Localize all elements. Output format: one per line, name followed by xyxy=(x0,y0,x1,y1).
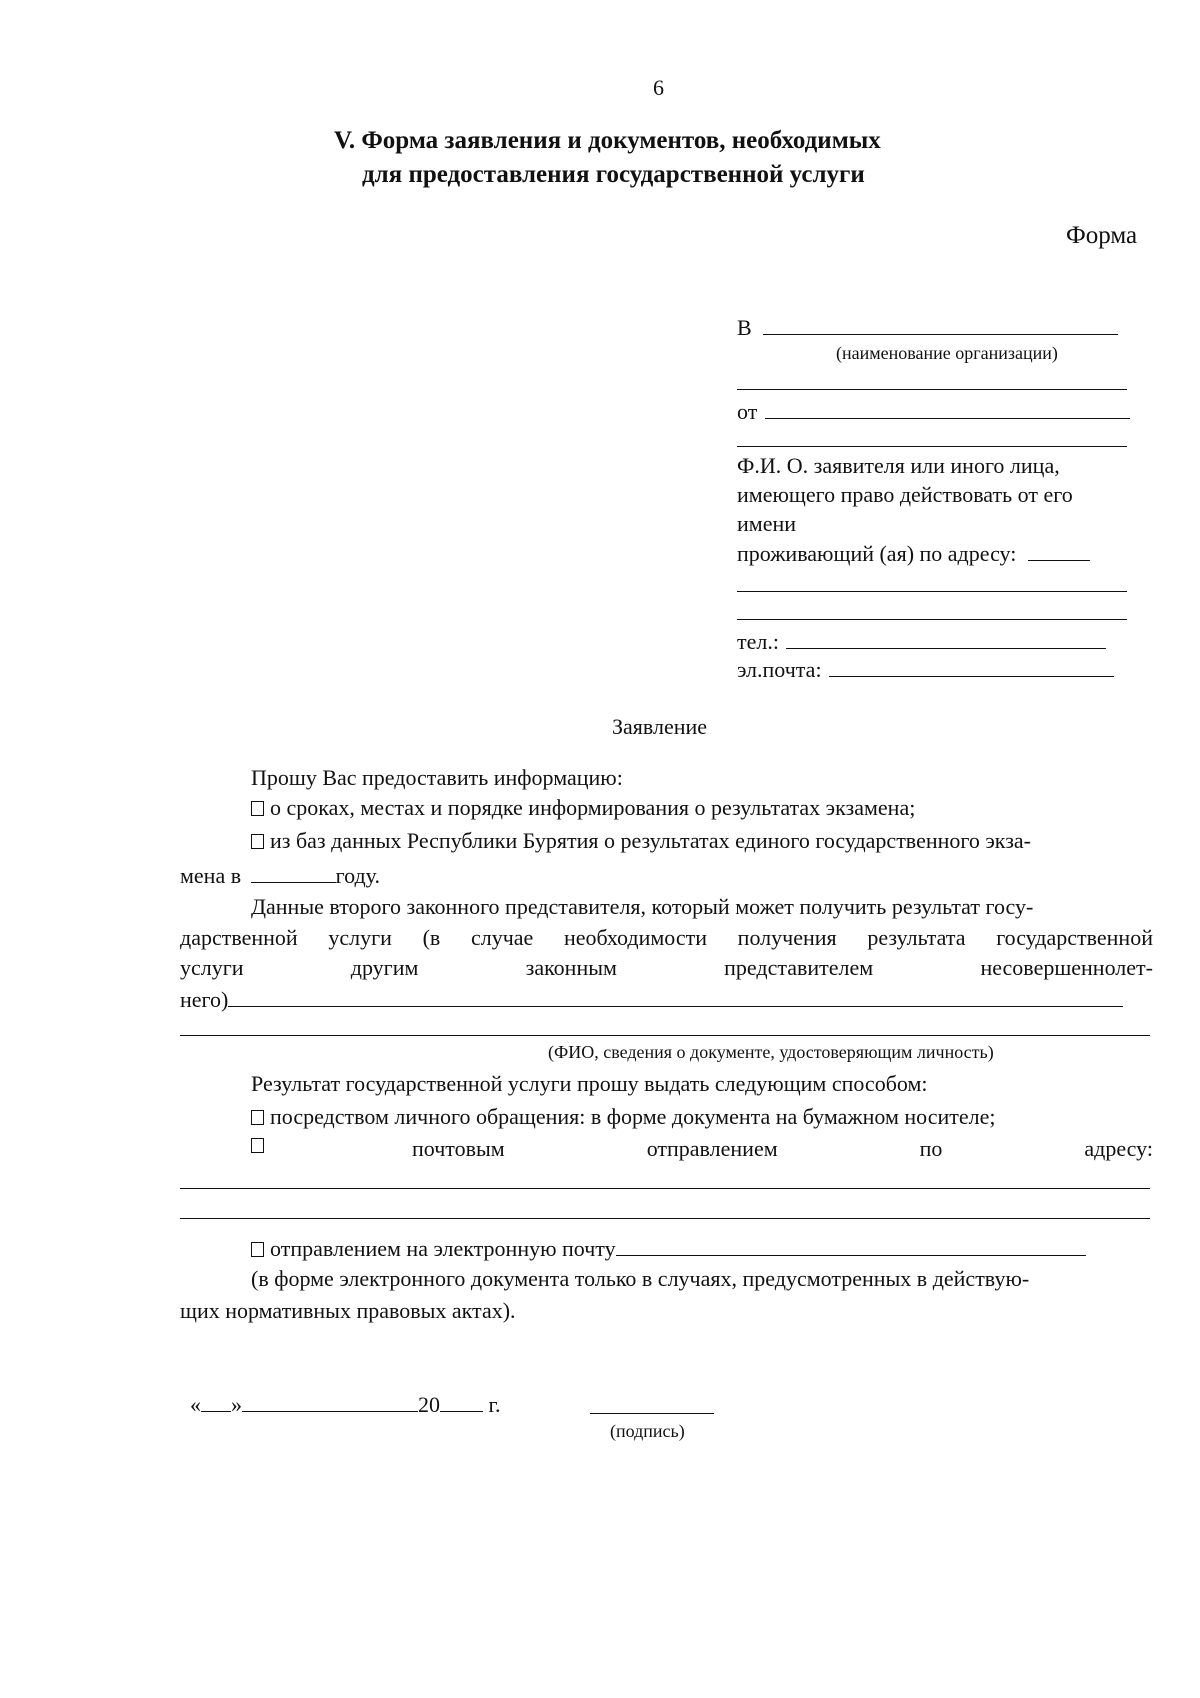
org-caption: (наименование организации) xyxy=(836,343,1058,363)
postal-address-blank-1[interactable] xyxy=(180,1188,1150,1189)
from-line xyxy=(737,400,1130,423)
result-intro: Результат государственной услуги прошу выдать следующим способом: xyxy=(251,1071,928,1096)
email-delivery-blank[interactable] xyxy=(616,1237,1086,1256)
recipient-line xyxy=(737,316,1118,339)
rep-line-2-word: результата xyxy=(867,925,966,950)
rep-line-3-word: несовершеннолет- xyxy=(980,955,1153,980)
info-option-1 xyxy=(251,797,915,819)
email-blank[interactable] xyxy=(829,658,1114,677)
rep-line-2-word: услуги xyxy=(328,925,392,950)
rep-line-2-word: необходимости xyxy=(563,925,707,950)
representative-blank[interactable] xyxy=(228,988,1123,1007)
address-blank[interactable] xyxy=(1028,542,1090,561)
checkbox-personal-visit[interactable] xyxy=(251,1110,264,1125)
note-line-2: щих нормативных правовых актах). xyxy=(180,1298,516,1323)
result-option-3 xyxy=(251,1237,1086,1260)
fio-caption-2: имеющего право действовать от его xyxy=(737,482,1073,507)
title-line-1: V. Форма заявления и документов, необходимых xyxy=(334,127,881,154)
postal-address-blank-2[interactable] xyxy=(180,1218,1150,1219)
day-blank[interactable] xyxy=(201,1393,231,1412)
rep-line-3-word: представителем xyxy=(724,955,874,980)
fio-caption-1: Ф.И. О. заявителя или иного лица, xyxy=(737,453,1060,478)
rep-line-3-word: услуги xyxy=(180,955,244,980)
rep-line-3 xyxy=(180,957,1153,979)
info-option-2 xyxy=(251,830,1031,852)
quote-close: » xyxy=(231,1392,242,1417)
rep-line-4-prefix: него) xyxy=(180,987,229,1012)
representative-caption: (ФИО, сведения о документе, удостоверяющим личность) xyxy=(548,1042,994,1062)
result-option-2-word: по xyxy=(919,1136,943,1161)
result-option-2-word: почтовым xyxy=(412,1136,505,1161)
form-label: Форма xyxy=(1066,222,1138,249)
signature-caption: (подпись) xyxy=(610,1421,685,1441)
rep-line-3-word: другим xyxy=(350,955,419,980)
from-prefix: от xyxy=(737,399,758,424)
address-label: проживающий (ая) по адресу: xyxy=(737,541,1017,566)
phone-line xyxy=(737,630,1106,653)
checkbox-postal-mail[interactable] xyxy=(251,1138,264,1153)
result-option-1-text: посредством личного обращения: в форме документа на бумажном носителе; xyxy=(270,1104,996,1129)
quote-open: « xyxy=(190,1392,201,1417)
result-option-2-word: адресу: xyxy=(1084,1136,1153,1161)
org-blank-line[interactable] xyxy=(737,389,1127,390)
rep-line-2-word: случае xyxy=(470,925,534,950)
rep-line-2-word: (в xyxy=(422,925,441,950)
recipient-prefix: В xyxy=(737,315,752,340)
address-line xyxy=(737,542,1090,565)
address-blank-line-3[interactable] xyxy=(737,619,1127,620)
rep-line-2-word: государственной xyxy=(996,925,1153,950)
year-blank[interactable] xyxy=(440,1393,483,1412)
applicant-blank-line[interactable] xyxy=(737,446,1127,447)
rep-line-4 xyxy=(180,988,1123,1011)
request-intro: Прошу Вас предоставить информацию: xyxy=(251,765,623,790)
recipient-blank[interactable] xyxy=(763,316,1118,335)
rep-line-2-word: дарственной xyxy=(180,925,298,950)
rep-line-2-word: получения xyxy=(737,925,837,950)
title-line-2: для предоставления государственной услуги xyxy=(362,161,865,188)
signature-blank[interactable] xyxy=(590,1413,714,1414)
address-blank-line-2[interactable] xyxy=(737,591,1127,592)
info-option-2-text: из баз данных Республики Бурятия о результатах единого государственного экза- xyxy=(270,828,1031,853)
year-suffix: г. xyxy=(488,1392,501,1417)
info-option-2-cont xyxy=(180,864,380,887)
info-option-1-text: о сроках, местах и порядке информирования о результатах экзамена; xyxy=(270,795,916,820)
result-option-3-text: отправлением на электронную почту xyxy=(270,1236,616,1261)
representative-blank-line-2[interactable] xyxy=(180,1035,1150,1036)
result-option-2-word: отправлением xyxy=(646,1136,778,1161)
result-option-2 xyxy=(251,1138,1153,1160)
email-label: эл.почта: xyxy=(737,657,822,682)
date-line xyxy=(190,1393,501,1416)
checkbox-info-database[interactable] xyxy=(251,834,264,849)
statement-title: Заявление xyxy=(612,714,708,739)
exam-year-blank[interactable] xyxy=(251,864,336,883)
phone-label: тел.: xyxy=(737,629,779,654)
rep-line-2 xyxy=(180,927,1153,949)
rep-line-1: Данные второго законного представителя, который может получить результат госу- xyxy=(251,894,1034,919)
fio-caption-3: имени xyxy=(737,511,797,536)
rep-line-3-word: законным xyxy=(525,955,617,980)
email-line xyxy=(737,658,1114,681)
year-prefix: 20 xyxy=(418,1392,440,1417)
year-prefix-text: мена в xyxy=(180,863,242,888)
month-blank[interactable] xyxy=(242,1393,418,1412)
year-suffix-text: году. xyxy=(335,863,380,888)
page-number: 6 xyxy=(653,75,664,100)
note-line-1: (в форме электронного документа только в случаях, предусмотренных в действую- xyxy=(251,1266,1030,1291)
from-blank[interactable] xyxy=(765,400,1130,419)
checkbox-info-timing[interactable] xyxy=(251,801,264,816)
checkbox-email-delivery[interactable] xyxy=(251,1242,264,1257)
phone-blank[interactable] xyxy=(786,630,1106,649)
result-option-1 xyxy=(251,1106,995,1128)
